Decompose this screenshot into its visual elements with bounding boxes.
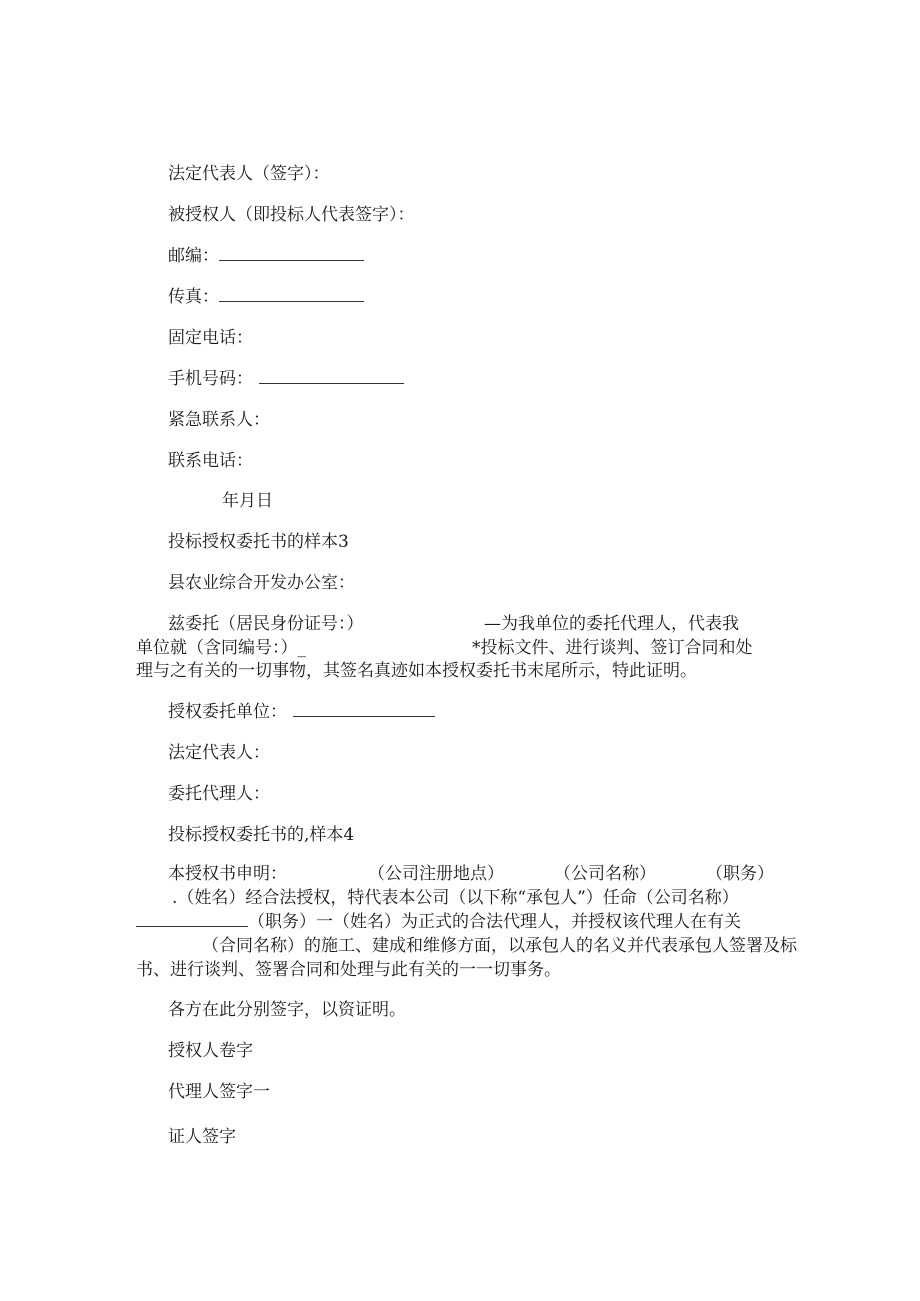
mobile-blank (259, 369, 404, 384)
paragraph-2-line-4: （合同名称）的施工、建成和维修方面，以承包人的名义并代表承包人签署及标 (202, 936, 797, 956)
paragraph-1-line-2a: 单位就（含同编号：）_ (136, 638, 306, 658)
paragraph-2-line-5: 书、进行谈判、签署合同和处理与此有关的一一切事务。 (136, 960, 561, 980)
paragraph-1-line-2b: *投标文件、进行谈判、签订合同和处 (472, 638, 753, 658)
authorizer-signature-label: 授权人卷字 (168, 1041, 253, 1061)
mobile-label: 手机号码： (168, 369, 253, 389)
authorizing-unit-field (168, 702, 435, 722)
paragraph-1-line-1b: —为我单位的委托代理人，代表我 (484, 614, 739, 634)
paragraph-1-line-1a: 兹委托（居民身份证号：） (168, 614, 364, 634)
emergency-contact-label: 紧急联系人： (168, 410, 270, 430)
agent-label: 委托代理人： (168, 784, 270, 804)
authorized-person-signature-line: 被授权人（即投标人代表签字）： (168, 205, 415, 225)
sample-4-heading: 投标授权委托书的,样本4 (168, 825, 355, 845)
contact-phone-label: 联系电话： (168, 451, 253, 471)
paragraph-2-line-1b: （公司注册地点） (368, 864, 504, 884)
authorizing-unit-label: 授权委托单位： (168, 702, 287, 722)
paragraph-2-line-3 (136, 912, 741, 932)
postcode-label: 邮编： (168, 246, 219, 266)
postcode-blank (219, 246, 364, 261)
fax-blank (219, 287, 364, 302)
authorizing-unit-blank (293, 702, 435, 717)
mobile-field (168, 369, 404, 389)
paragraph-2-line-3-text: （职务）一（姓名）为正式的合法代理人，并授权该代理人在有关 (248, 912, 741, 932)
legal-rep-signature-line: 法定代表人（签字）： (168, 164, 330, 184)
sample-3-heading: 投标授权委托书的样本3 (168, 532, 349, 552)
legal-rep-label: 法定代表人： (168, 743, 270, 763)
witness-statement: 各方在此分别签字，以资证明。 (168, 1000, 406, 1020)
fax-label: 传真： (168, 287, 219, 307)
company-name-blank (136, 912, 248, 927)
witness-signature-label: 证人签字 (168, 1127, 236, 1147)
landline-label: 固定电话： (168, 328, 253, 348)
paragraph-1-line-3: 理与之有关的一切事物，其签名真迹如本授权委托书末尾所示，特此证明。 (136, 661, 697, 681)
paragraph-2-line-1a: 本授权书申明： (168, 864, 287, 884)
paragraph-2-line-1c: （公司名称） (554, 864, 656, 884)
addressee-line: 县农业综合开发办公室： (168, 573, 355, 593)
postcode-field (168, 246, 364, 266)
agent-signature-label: 代理人签字一 (168, 1082, 270, 1102)
date-line: 年月日 (222, 491, 273, 511)
fax-field (168, 287, 364, 307)
paragraph-2-line-2: .（姓名）经合法授权，特代表本公司（以下称“承包人”）任命（公司名称） (172, 888, 739, 908)
paragraph-2-line-1d: （职务） (706, 864, 774, 884)
